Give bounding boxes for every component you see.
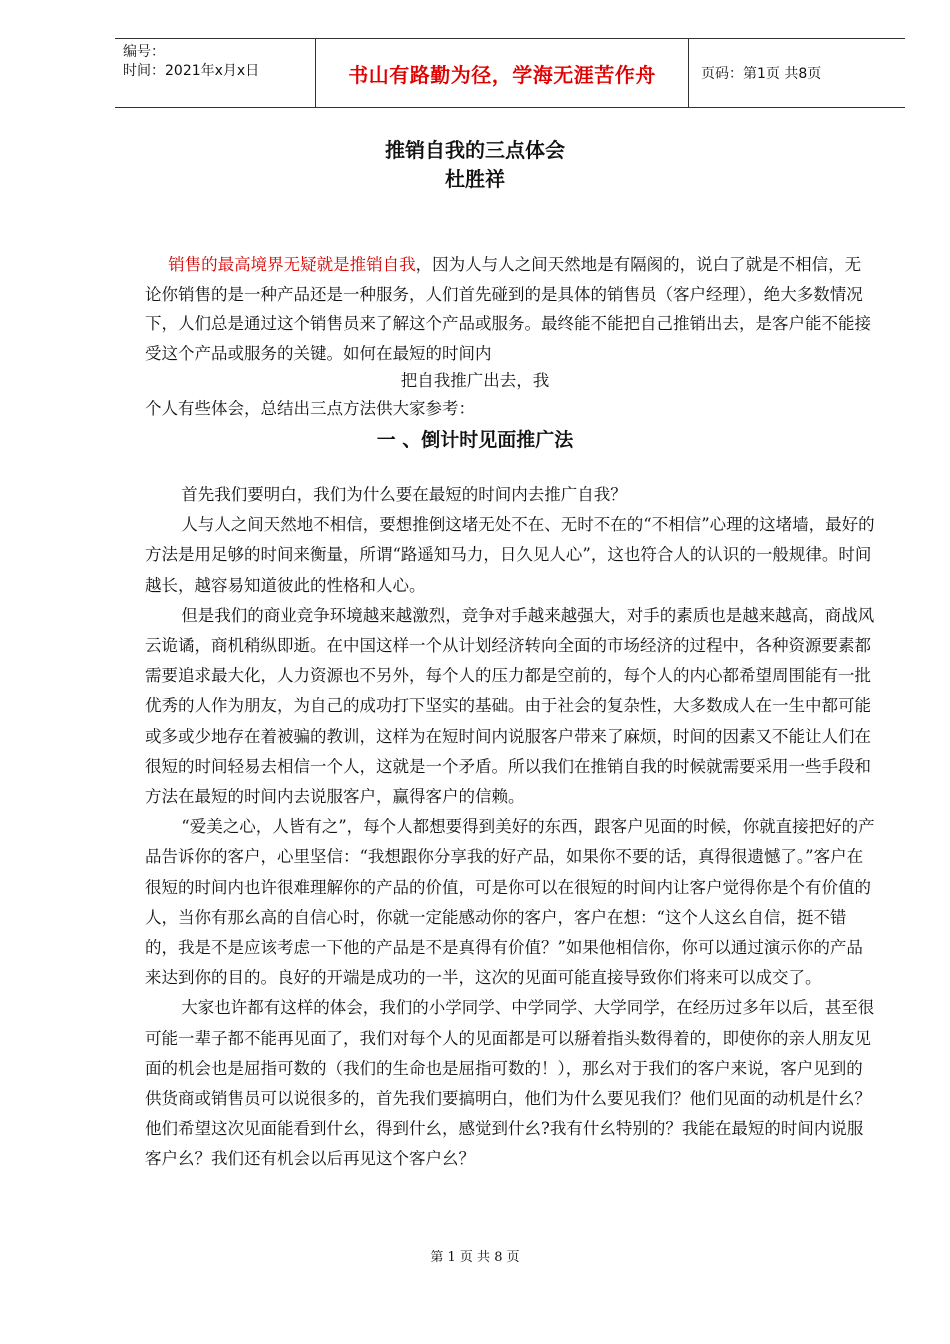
intro-paragraph (145, 250, 875, 368)
header-motto-cell (315, 39, 689, 107)
body-text (145, 480, 875, 1175)
number-label: 编号： (123, 44, 165, 60)
document-author: 杜胜祥 (445, 167, 505, 191)
document-title: 推销自我的三点体会 (385, 138, 565, 162)
body-paragraph: “爱美之心，人皆有之”，每个人都想要得到美好的东西，跟客户见面的时候，你就直接把好的产品告诉你的客户，心里坚信：“我想跟你分享我的好产品，如果你不要的话，真得很遗憾了。”客户在很短的时间内也许很难理解你的产品的价值，可是你可以在很短的时间内让客户觉得你是个有价值的人，当你有那幺高的自信心时，你就一定能感动你的客户，客户在想：“这个人这幺自信，挺不错的，我是不是应该考虑一下他的产品是不是真得有价值？”如果他相信你，你可以通过演示你的产品来达到你的目的。良好的开端是成功的一半，这次的见面可能直接导致你们将来可以成交了。 (145, 817, 875, 988)
time-label: 时间：2021年x月x日 (123, 63, 260, 79)
intro-center-line: 把自我推广出去，我 (400, 371, 550, 390)
intro-highlight: 销售的最高境界无疑就是推销自我 (168, 255, 416, 274)
page-info: 页码：第1页 共8页 (701, 66, 822, 82)
intro-tail-line: 个人有些体会，总结出三点方法供大家参考： (145, 399, 475, 418)
body-paragraph: 人与人之间天然地不相信，要想推倒这堵无处不在、无时不在的“不相信”心理的这堵墙，最好的方法是用足够的时间来衡量，所谓“路遥知马力，日久见人心”，这也符合人的认识的一般规律。时间越长，越容易知道彼此的性格和人心。 (145, 515, 875, 595)
header-page-cell (689, 39, 905, 107)
section-heading: 一 、倒计时见面推广法 (376, 429, 574, 451)
intro-text: ，因为人与人之间天然地是有隔阂的，说白了就是不相信，无论你销售的是一种产品还是一种服务，人们首先碰到的是具体的销售员（客户经理），绝大多数情况下，人们总是通过这个销售员来了解这个产品或服务。最终能不能把自己推销出去，是客户能不能接受这个产品或服务的关键。如何在最短的时间内 (145, 255, 871, 363)
motto-text: 书山有路勤为径，学海无涯苦作舟 (348, 62, 656, 87)
header-left-cell (115, 39, 315, 107)
header-table (115, 38, 905, 108)
body-paragraph: 首先我们要明白，我们为什么要在最短的时间内去推广自我？ (181, 485, 627, 504)
body-paragraph: 大家也许都有这样的体会，我们的小学同学、中学同学、大学同学，在经历过多年以后，甚至很可能一辈子都不能再见面了，我们对每个人的见面都是可以掰着指头数得着的，即使你的亲人朋友见面的机会也是屈指可数的（我们的生命也是屈指可数的！），那幺对于我们的客户来说，客户见到的供货商或销售员可以说很多的，首先我们要搞明白，他们为什么要见我们？他们见面的动机是什幺？他们希望这次见面能看到什幺，得到什幺，感觉到什幺?我有什幺特别的？我能在最短的时间内说服客户幺？我们还有机会以后再见这个客户幺？ (145, 998, 875, 1169)
page-footer: 第 1 页 共 8 页 (430, 1250, 520, 1265)
body-paragraph: 但是我们的商业竞争环境越来越激烈，竞争对手越来越强大，对手的素质也是越来越高，商战风云诡谲，商机稍纵即逝。在中国这样一个从计划经济转向全面的市场经济的过程中，各种资源要素都需要追求最大化，人力资源也不另外，每个人的压力都是空前的，每个人的内心都希望周围能有一批优秀的人作为朋友，为自己的成功打下坚实的基础。由于社会的复杂性，大多数成人在一生中都可能或多或少地存在着被骗的教训，这样为在短时间内说服客户带来了麻烦，时间的因素又不能让人们在很短的时间轻易去相信一个人，这就是一个矛盾。所以我们在推销自我的时候就需要采用一些手段和方法在最短的时间内去说服客户，赢得客户的信赖。 (145, 605, 875, 807)
